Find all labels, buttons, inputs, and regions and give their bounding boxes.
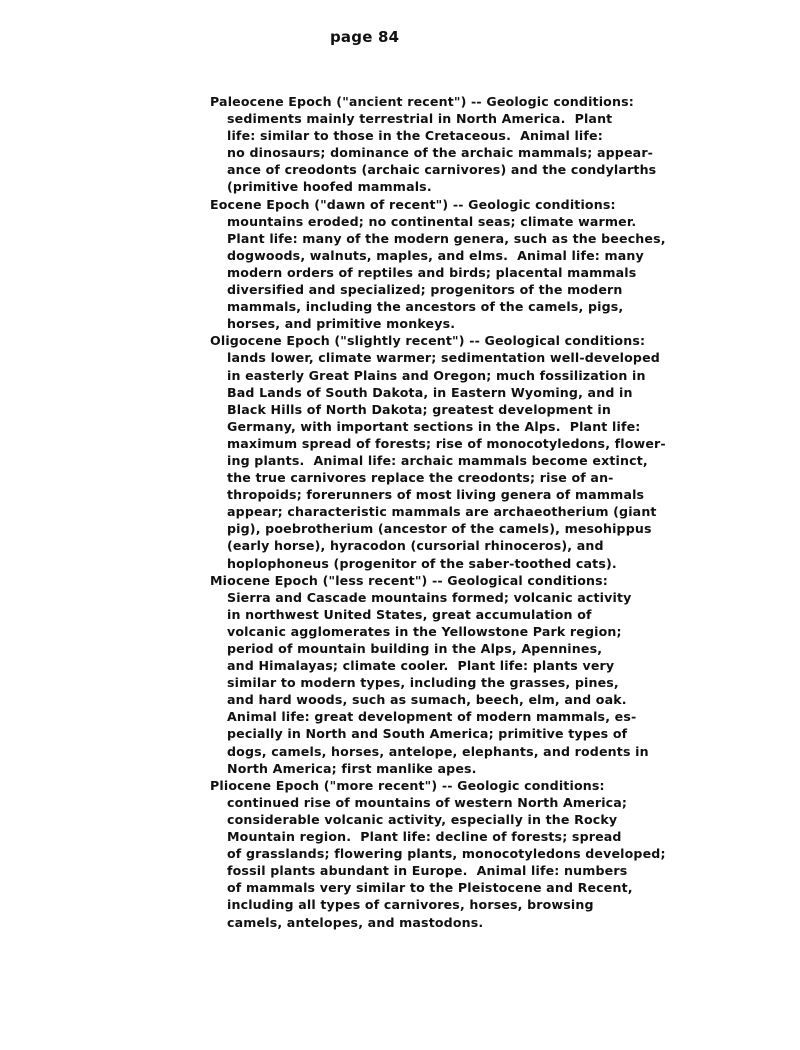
entry-line: mountains eroded; no continental seas; climate warmer. (227, 213, 637, 229)
entry-line: the true carnivores replace the creodonts; rise of an- (227, 470, 614, 486)
entry-line: (early horse), hyracodon (cursorial rhinoceros), and (227, 538, 604, 554)
entry-line: hoplophoneus (progenitor of the saber-toothed cats). (227, 555, 617, 571)
entry-line: Black Hills of North Dakota; greatest development in (227, 401, 612, 417)
entry-line: Animal life: great development of modern mammals, es- (227, 709, 637, 725)
entry-heading-line: Oligocene Epoch ("slightly recent") -- Geological conditions: (210, 333, 646, 349)
entry-line: camels, antelopes, and mastodons. (227, 914, 484, 930)
entry-eocene (210, 196, 790, 333)
entry-line: in northwest United States, great accumulation of (227, 606, 592, 622)
entry-line: appear; characteristic mammals are archaeotherium (giant (227, 504, 657, 520)
entry-line: horses, and primitive monkeys. (227, 316, 456, 332)
entry-line: similar to modern types, including the grasses, pines, (227, 675, 619, 691)
entry-line: period of mountain building in the Alps, Apennines, (227, 641, 603, 656)
entry-line: fossil plants abundant in Europe. Animal life: numbers (227, 863, 628, 879)
entry-heading-line: Paleocene Epoch ("ancient recent") -- Geologic conditions: (210, 94, 634, 109)
entry-line: and hard woods, such as sumach, beech, elm, and oak. (227, 692, 627, 708)
entry-paleocene (210, 93, 790, 196)
entry-line: thropoids; forerunners of most living genera of mammals (227, 487, 645, 503)
entry-line: ance of creodonts (archaic carnivores) and the condylarths (227, 162, 657, 178)
entry-pliocene (210, 777, 790, 931)
entry-line: modern orders of reptiles and birds; placental mammals (227, 264, 637, 280)
entry-line: continued rise of mountains of western North America; (227, 794, 628, 810)
entry-line: dogs, camels, horses, antelope, elephants, and rodents in (227, 743, 649, 759)
entry-line: Sierra and Cascade mountains formed; volcanic activity (227, 589, 632, 605)
entry-miocene (210, 572, 790, 777)
entry-line: mammals, including the ancestors of the camels, pigs, (227, 299, 624, 315)
entry-line: Plant life: many of the modern genera, such as the beeches, (227, 230, 666, 246)
entry-line: diversified and specialized; progenitors of the modern (227, 282, 623, 298)
entry-line: pecially in North and South America; primitive types of (227, 726, 628, 742)
entry-line: and Himalayas; climate cooler. Plant life: plants very (227, 658, 615, 674)
entry-line: life: similar to those in the Cretaceous. Animal life: (227, 128, 603, 144)
entry-line: no dinosaurs; dominance of the archaic mammals; appear- (227, 145, 654, 161)
entry-line: North America; first manlike apes. (227, 760, 477, 776)
entry-line: of mammals very similar to the Pleistocene and Recent, (227, 880, 633, 896)
entry-line: lands lower, climate warmer; sedimentation well-developed (227, 350, 660, 366)
entry-oligocene (210, 332, 790, 571)
entry-line: dogwoods, walnuts, maples, and elms. Animal life: many (227, 247, 644, 263)
entry-line: including all types of carnivores, horses, browsing (227, 897, 594, 913)
entry-line: sediments mainly terrestrial in North America. Plant (227, 111, 613, 127)
entry-line: Germany, with important sections in the Alps. Plant life: (227, 418, 641, 434)
entry-line: Mountain region. Plant life: decline of forests; spread (227, 829, 622, 845)
entry-heading-line: Pliocene Epoch ("more recent") -- Geologic conditions: (210, 777, 605, 793)
entry-line: considerable volcanic activity, especially in the Rocky (227, 811, 618, 827)
epoch-list (210, 93, 790, 931)
page-number: page 84 (330, 28, 400, 46)
entry-heading-line: Eocene Epoch ("dawn of recent") -- Geologic conditions: (210, 196, 616, 212)
entry-line: Bad Lands of South Dakota, in Eastern Wyoming, and in (227, 384, 633, 400)
entry-line: maximum spread of forests; rise of monocotyledons, flower- (227, 435, 666, 451)
entry-line: (primitive hoofed mammals. (227, 179, 432, 195)
entry-line: of grasslands; flowering plants, monocotyledons developed; (227, 846, 666, 862)
entry-line: ing plants. Animal life: archaic mammals become extinct, (227, 452, 648, 468)
entry-line: in easterly Great Plains and Oregon; much fossilization in (227, 367, 646, 383)
entry-heading-line: Miocene Epoch ("less recent") -- Geological conditions: (210, 572, 608, 588)
entry-line: volcanic agglomerates in the Yellowstone Park region; (227, 623, 622, 639)
entry-line: pig), poebrotherium (ancestor of the camels), mesohippus (227, 521, 652, 537)
